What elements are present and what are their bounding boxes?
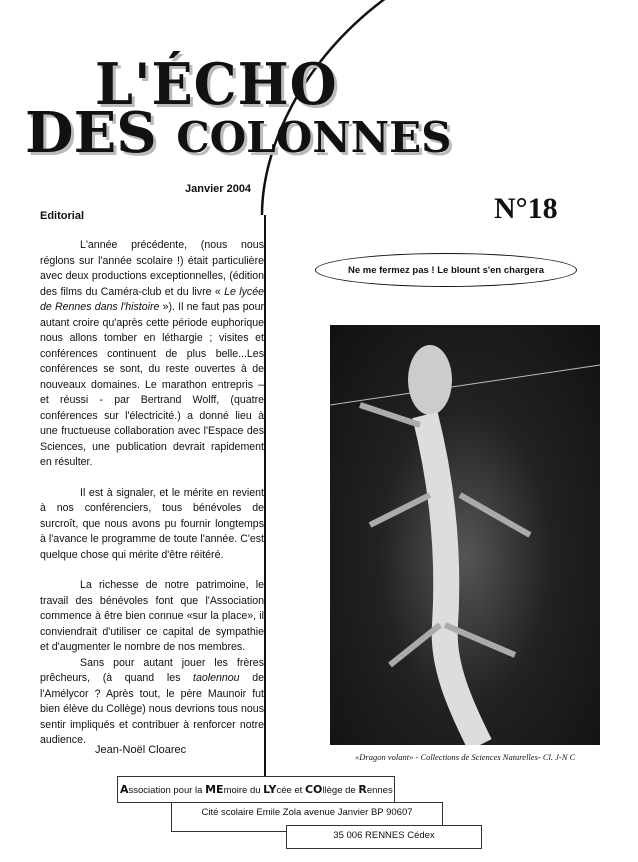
banner-ellipse: [315, 253, 577, 287]
lizard-specimen-image: [330, 325, 600, 745]
issue-date: Janvier 2004: [185, 183, 252, 195]
editorial-heading: Editorial: [40, 210, 85, 222]
masthead-line2: [25, 100, 451, 166]
acronym-letters: LY: [263, 783, 277, 796]
acronym-letters: R: [358, 783, 367, 796]
association-name-box: [117, 776, 395, 803]
masthead-colonnes: COLONNES: [176, 113, 452, 162]
paragraph-1: L'année précédente, (nous nous réglons sur l'année scolaire !) était particulière avec deux productions exceptionnelles, (édition des films du Caméra-club et du livre « Le lycée de Rennes dans l'histoire »). Il ne faut pas pour autant croire qu'après cette période euphorique nous allons tomber en léthargie ; visites et conférences continuent de plus belle...Les conférences se sont, du reste ouvertes à de nouveaux domaines. Le marathon entrepris – et réussi - par Bertrand Wolff, (quatre conférences sur l'électricité.) a donné lieu à une fructueuse collaboration avec l'Espace des Sciences, une publication devrait rapidement en résulter.: [40, 239, 264, 468]
association-text: cée et: [276, 785, 305, 796]
paragraph-2: Il est à signaler, et le mérite en revient à nos conférenciers, tous bénévoles de surcroît, que nous avons pu fournir longtemps à l'avance le programme de toute l'année. C'est quelque chose qui mérite d'être réitéré.: [40, 486, 264, 561]
paragraph-3: La richesse de notre patrimoine, le travail des bénévoles font que l'Association commence à être bien connue «sur la place», il conviendrait d'utiliser ce capital de sympathie et d'augmenter le nombre de nos membres.: [40, 579, 264, 653]
paragraph-4: Sans pour autant jouer les frères prêcheurs, (à quand les taolennou de l'Amélycor ? Après tout, le père Maunoir fut bien élève du Collège) nous devrions tous nous sentir impliqués et contribuer à renforcer notre audience.: [40, 656, 264, 746]
association-text: moire du: [223, 785, 264, 796]
association-text: ennes: [366, 785, 393, 796]
acronym-letters: ME: [205, 783, 224, 796]
city-text: 35 006 RENNES Cédex: [333, 830, 435, 841]
masthead-line1: L'ÉCHO: [95, 50, 338, 118]
signature: Jean-Noël Cloarec: [95, 744, 187, 756]
dragon-photo: [330, 325, 600, 745]
editorial-body: [40, 238, 264, 764]
column-divider: [264, 215, 266, 790]
masthead-des: DES: [25, 100, 157, 166]
issue-number: N°18: [494, 192, 558, 225]
association-text: llège de: [322, 785, 359, 796]
association-text: ssociation pour la: [128, 785, 206, 796]
acronym-letters: A: [120, 783, 129, 796]
banner-text: Ne me fermez pas ! Le blount s'en chargera: [347, 264, 544, 276]
city-box: [286, 825, 482, 849]
address-text: Cité scolaire Emile Zola avenue Janvier BP 90607: [201, 807, 413, 818]
acronym-letters: CO: [304, 783, 323, 796]
photo-caption: «Dragon volant» - Collections de Sciences Naturelles- Cl. J-N C: [355, 752, 576, 762]
